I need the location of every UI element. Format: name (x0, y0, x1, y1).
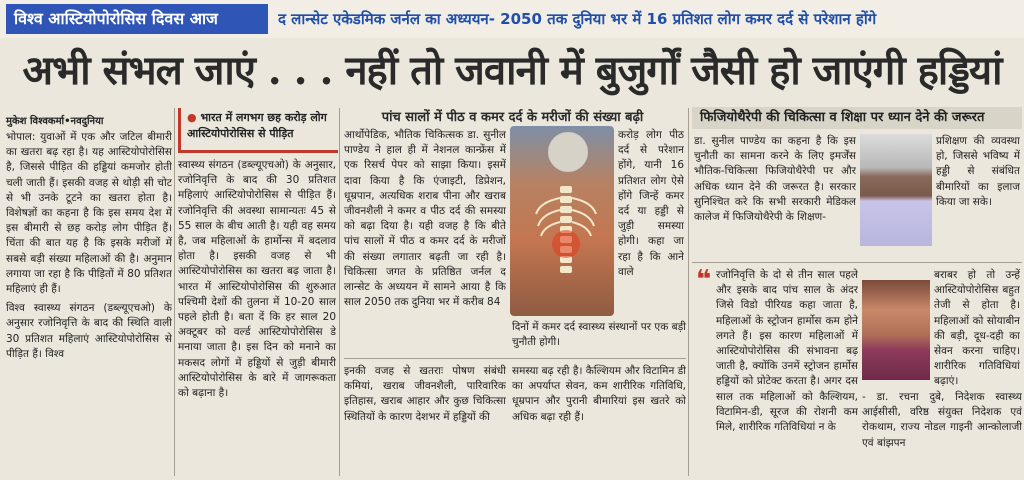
column-divider (174, 108, 175, 476)
spine-pain-photo (510, 126, 614, 316)
section-divider (344, 358, 686, 359)
quote-icon: ❝ (696, 265, 712, 295)
col1-paragraph-1: भोपाल: युवाओं में एक और जटिल बीमारी का खतरा बढ़ रहा है। यह आस्टियोपोरोसिस है, जिससे पीड़ित की हड्डियां कमजोर होती चली जाती हैं। इसकी वजह से थोड़ी सी चोट से भी उनके टूटने का खतरा होता है। विशेषज्ञों का कहना है कि इस समय देश में इस बीमारी से छह करोड़ लोग पीड़ित हैं। चिंता की बात यह है कि इसके मरीजों में सबसे बड़ी संख्या महिलाओं की है। अनुमान लगाया जा रहा है कि पीड़ितों में 80 प्रतिशत महिलाएं ही हैं। (6, 131, 172, 296)
doctor-photo (860, 134, 932, 246)
physio-text-left: डा. सुनील पाण्डेय का कहना है कि इस चुनौती का सामना करने के लिए इमर्जेंस भौतिक-चिकित्सा फिजियोथैरेपी पर और अधिक ध्यान देने की जरूरत है। सरकार सुनिश्चित करे कि सभी सरकारी मेडिकल कालेज में फिजियोथैरेपी के शिक्षण- (694, 135, 856, 224)
middle-story-heading: पांच सालों में पीठ व कमर दर्द के मरीजों की संख्या बढ़ी (381, 110, 644, 125)
quote-attribution: - डा. रचना दुबे, निदेशक स्वास्थ्य आईसीसी, वरिष्ठ संयुक्त निदेशक एवं रोकथाम, राज्य नोडल गाइनी आन्कोलाजी एवं बांझपन (862, 391, 1022, 449)
subheadline: द लान्सेट एकेडमिक जर्नल का अध्ययन- 2050 तक दुनिया भर में 16 प्रतिशत लोग कमर दर्द से परेशान होंगे (278, 10, 877, 28)
middle-story-left-text: आर्थोपेडिक, भौतिक चिकित्सक डा. सुनील पाण्डेय ने हाल ही में नेशनल कान्फ्रेंस में एक रिसर्च पेपर को साझा किया। इसमें दावा किया है कि एंजाइटी, डिप्रेशन, धूम्रपान, अत्यधिक शराब पीना और खराब जीवनशैली ने कमर व पीठ दर्द की समस्या को बढ़ा दिया है। यही वजह है कि बीते पांच सालों में पीठ व कमर दर्द के मरीजों की संख्या लगातार बढ़ती जा रही है। चिकित्सा जगत के प्रतिष्ठित जर्नल द लान्सेट के अध्ययन में सामने आया है कि साल 2050 तक दुनिया भर में करीब 84 (344, 129, 506, 309)
doctor-rachna-photo (862, 280, 930, 380)
highlight-text: भारत में लगभग छह करोड़ लोग आस्टियोपोरोसिस से पीड़ित (187, 111, 327, 140)
head-shape (548, 132, 588, 172)
topic-tag: विश्व आस्टियोपोरोसिस दिवस आज (6, 4, 268, 34)
physio-heading: फिजियोथैरेपी की चिकित्सा व शिक्षा पर ध्यान देने की जरूरत (692, 107, 1022, 129)
middle-lower-left-text (344, 364, 506, 474)
column-2 (178, 158, 336, 458)
col2-paragraph: स्वास्थ्य संगठन (डब्ल्यूएचओ) के अनुसार, रजोनिवृत्ति के बाद की 30 प्रतिशत महिलाएं आस्टियोपोरोसिस से पीड़ित हैं। रजोनिवृत्ति की अवस्था सामान्यतः 45 से 55 साल के बीच आती है। यही वह समय है, जब महिलाओं के हार्मोन्स में बदलाव होता है। इसकी वजह से भी आस्टियोपोरोसिस का खतरा बढ़ जाता है। भारत में आस्टियोपोरोसिस की शुरुआत पश्चिमी देशों की तुलना में 10-20 साल पहले होती है। बता दें कि हर साल 20 अक्टूबर को वर्ल्ड आस्टियोपोरोसिस डे मनाया जाता है। इस दिन को मनाने का मकसद लोगों में हड्डियों से जुड़ी बीमारी आस्टियोपोरोसिस के बारे में जागरूकता को बढ़ाना है। (178, 159, 336, 400)
column-divider (339, 108, 340, 476)
physio-text-right: प्रशिक्षण की व्यवस्था हो, जिससे भविष्य में हड्डी से संबंधित बीमारियों का इलाज किया जा सके। (936, 135, 1020, 208)
middle-lower-right-text: समस्या बढ़ रही है। कैल्शियम और विटामिन डी का अपर्याप्त सेवन, कम शारीरिक गतिविधि, धूम्रपान और पुरानी बीमारियां इस खतरे को अधिक बढ़ा रही हैं। (512, 365, 686, 423)
quote-left-text: रजोनिवृत्ति के दो से तीन साल पहले और इसके बाद पांच साल के अंदर जिसे विडो पीरियड कहा जाता है, महिलाओं के स्ट्रोजन हार्मोस कम होने लगते हैं। इस कारण महिलाओं में आस्टियोपोरोसिस की संभावना बढ़ जाती है, क्योंकि उनमें स्ट्रोजन हार्मोस हड्डियों को प्रोटेक्ट करता है। अगर दस साल तक महिलाओं को कैल्शियम, विटामिन-डी, सूरज की रोशनी कम मिले, शारीरिक गतिविधियां न के (716, 269, 858, 434)
headline: अभी संभल जाएं . . . नहीं तो जवानी में बुजुर्गों जैसी हो जाएंगी हड्डियां (22, 47, 1002, 94)
middle-story-right-text: करोड़ लोग पीठ दर्द से परेशान होंगे, यानी 16 प्रतिशत लोग ऐसे होंगे जिन्हें कमर दर्द या हड्डी से जुड़ी समस्या होगी। कहा जा रहा है कि आने वाले (618, 129, 684, 278)
pain-highlight (552, 230, 580, 258)
spine-illustration (510, 126, 614, 316)
column-1 (6, 130, 172, 475)
lower-left-paragraph: इनकी वजह से खतराः पोषण संबंधी कमियां, खराब जीवनशैली, पारिवारिक इतिहास, खराब आहार और कुछ चिकित्सा स्थितियों के कारण देशभर में हड्डियों की (344, 365, 506, 423)
column-divider (688, 108, 689, 476)
middle-story-bottom-text: दिनों में कमर दर्द स्वास्थ्य संस्थानों पर एक बड़ी चुनौती होगी। (512, 321, 686, 349)
highlight-box (178, 108, 338, 150)
bullet-icon: ● (187, 111, 201, 124)
section-divider (692, 262, 1022, 263)
quote-right-text: बराबर हो तो उन्हें आस्टियोपोरोसिस बहुत तेजी से होता है। महिलाओं को सोयाबीन की बड़ी, दूध-दही का सेवन करना चाहिए। शारीरिक गतिविधियां बढ़ाएं। (934, 269, 1020, 388)
col1-paragraph-2: विश्व स्वास्थ्य संगठन (डब्ल्यूएचओ) के अनुसार रजोनिवृत्ति के बाद की स्थिति वाली 30 प्रतिशत महिलाएं आस्टियोपोरोसिस से पीड़ित हैं। विश्व (6, 302, 172, 360)
byline: मुकेश विश्वकर्मा•नवदुनिया (6, 116, 104, 127)
highlight-underline (178, 150, 338, 153)
